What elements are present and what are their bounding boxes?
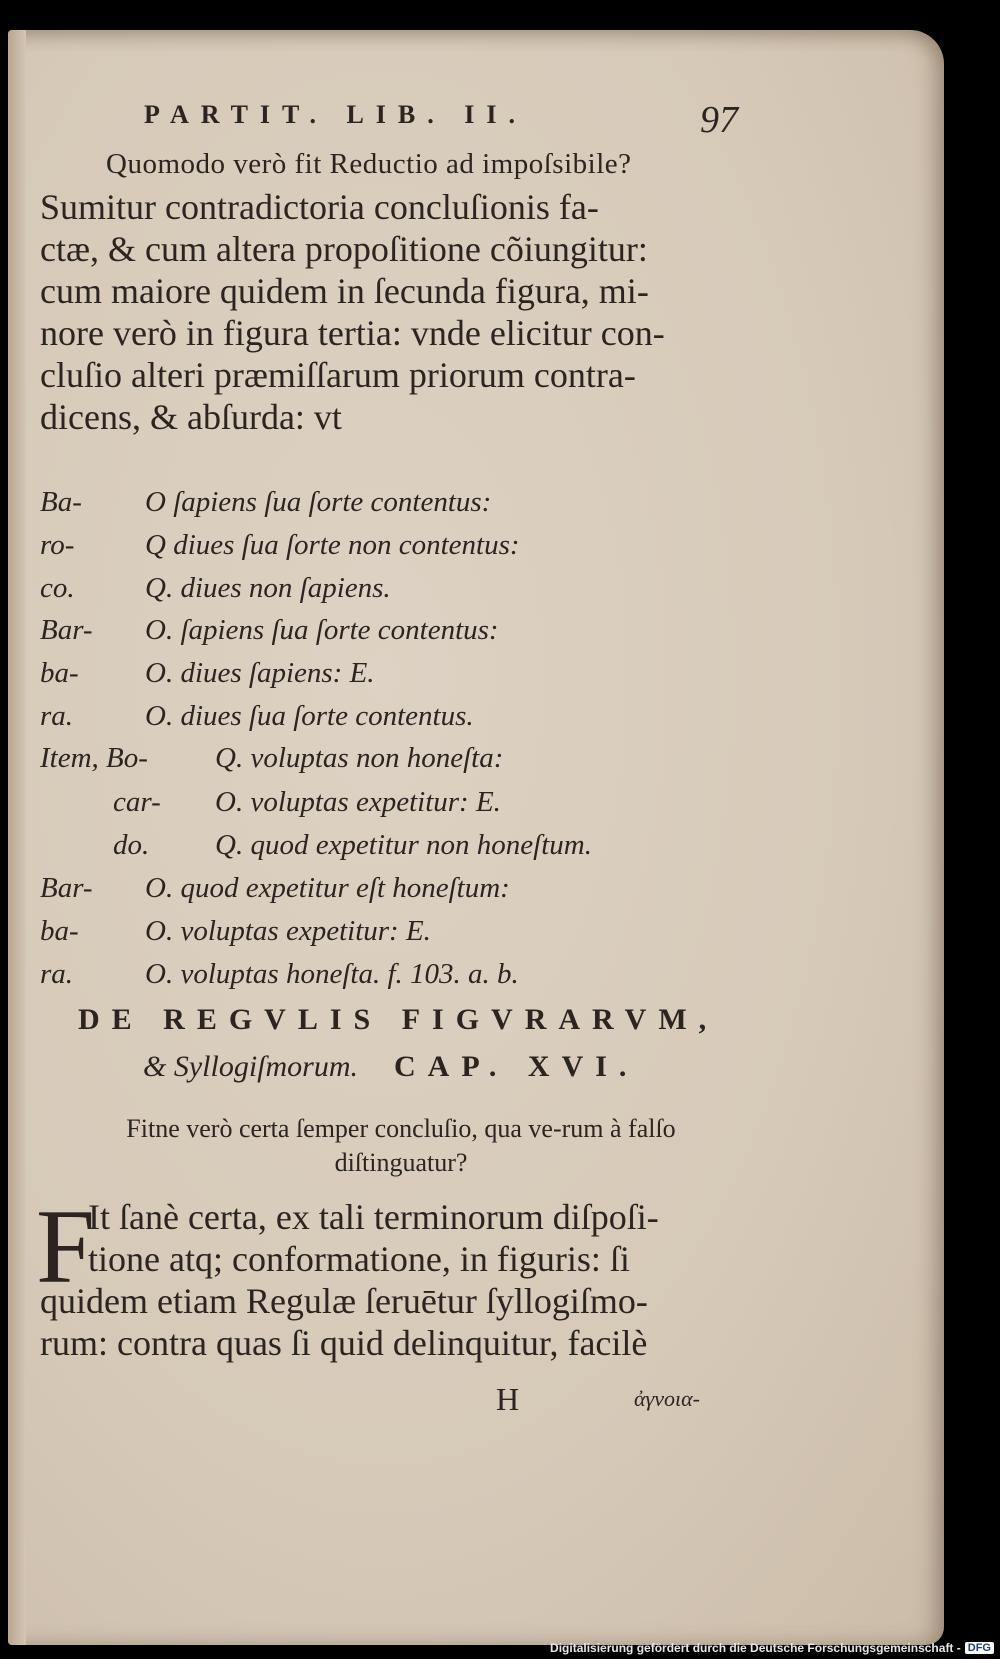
syllogism-label: Bar- — [40, 872, 93, 904]
para2-line: tione atq; conformatione, in figuris: ſi — [88, 1239, 630, 1279]
para1-line: cluſio alteri præmiſſarum priorum contra- — [40, 355, 636, 395]
syllogism-label: Bar- — [40, 614, 93, 646]
syllogism-label: ro- — [40, 529, 75, 561]
question-2: Fitne verò certa ſemper concluſio, qua ve-rum à falſo diſtinguatur? — [126, 1114, 676, 1177]
digitization-footer — [550, 1641, 994, 1655]
para1-line: nore verò in figura tertia: vnde elicitur con- — [40, 313, 665, 353]
footer-text: Digitalisierung gefördert durch die Deutsche Forschungsgemeinschaft - — [550, 1641, 961, 1655]
syllogism-text: O ſapiens ſua ſorte contentus: — [145, 486, 492, 518]
paragraph-2 — [40, 1196, 659, 1364]
syllogism-text: Q diues ſua ſorte non contentus: — [145, 529, 520, 561]
syllogism-label: ra. — [40, 958, 74, 990]
syllogism-text: O. quod expetitur eſt honeſtum: — [145, 872, 510, 904]
catchword: ἀγνοια- — [634, 1386, 700, 1411]
syllogism-text: O. voluptas expetitur: E. — [215, 786, 501, 818]
running-head: PARTIT. LIB. II. — [144, 100, 528, 129]
syllogism-label: car- — [113, 786, 161, 818]
question-1: Quomodo verò fit Reductio ad impoſsibile? — [106, 148, 632, 180]
dfg-logo: DFG — [965, 1642, 994, 1654]
syllogism-label: ra. — [40, 700, 74, 732]
drop-capital: F — [36, 1188, 95, 1305]
syllogism-label: co. — [40, 572, 75, 604]
syllogism-text: O. diues ſua ſorte contentus. — [145, 700, 474, 732]
chapter-subheading-text: & Syllogiſmorum. — [143, 1050, 358, 1083]
syllogism-text: O. voluptas expetitur: E. — [145, 915, 431, 947]
syllogism-label: ba- — [40, 657, 79, 689]
page-number: 97 — [700, 99, 738, 141]
page-spine-edge — [8, 30, 26, 1645]
chapter-subheading — [143, 1050, 638, 1084]
para2-line: quidem etiam Regulæ ſeruētur ſyllogiſmo- — [40, 1281, 648, 1321]
para1-line: cum maiore quidem in ſecunda figura, mi- — [40, 271, 649, 311]
para1-line: ctæ, & cum altera propoſitione cõiungitur: — [40, 229, 648, 269]
syllogism-label: do. — [113, 829, 150, 861]
signature-mark: H — [496, 1381, 520, 1417]
syllogism-text: Q. diues non ſapiens. — [145, 572, 391, 604]
syllogism-text: O. diues ſapiens: E. — [145, 657, 375, 689]
syllogism-label: Ba- — [40, 486, 82, 518]
syllogism-label: ba- — [40, 915, 79, 947]
syllogism-text: Q. voluptas non honeſta: — [215, 742, 504, 774]
chapter-heading: DE REGVLIS FIGVRARVM, — [78, 1003, 719, 1036]
syllogism-text: O. voluptas honeſta. f. 103. a. b. — [145, 958, 519, 990]
syllogism-text: O. ſapiens ſua ſorte contentus: — [145, 614, 499, 646]
chapter-number: CAP. XVI. — [394, 1050, 639, 1083]
paragraph-1 — [40, 186, 665, 438]
para2-line: It ſanè certa, ex tali terminorum diſpoſi- — [88, 1197, 659, 1237]
syllogism-label: Item, Bo- — [40, 742, 148, 774]
syllogism-text: Q. quod expetitur non honeſtum. — [215, 829, 592, 861]
para1-line: Sumitur contradictoria concluſionis fa- — [40, 187, 599, 227]
para2-line: rum: contra quas ſi quid delinquitur, facilè — [40, 1323, 648, 1363]
para1-line: dicens, & abſurda: vt — [40, 397, 342, 437]
